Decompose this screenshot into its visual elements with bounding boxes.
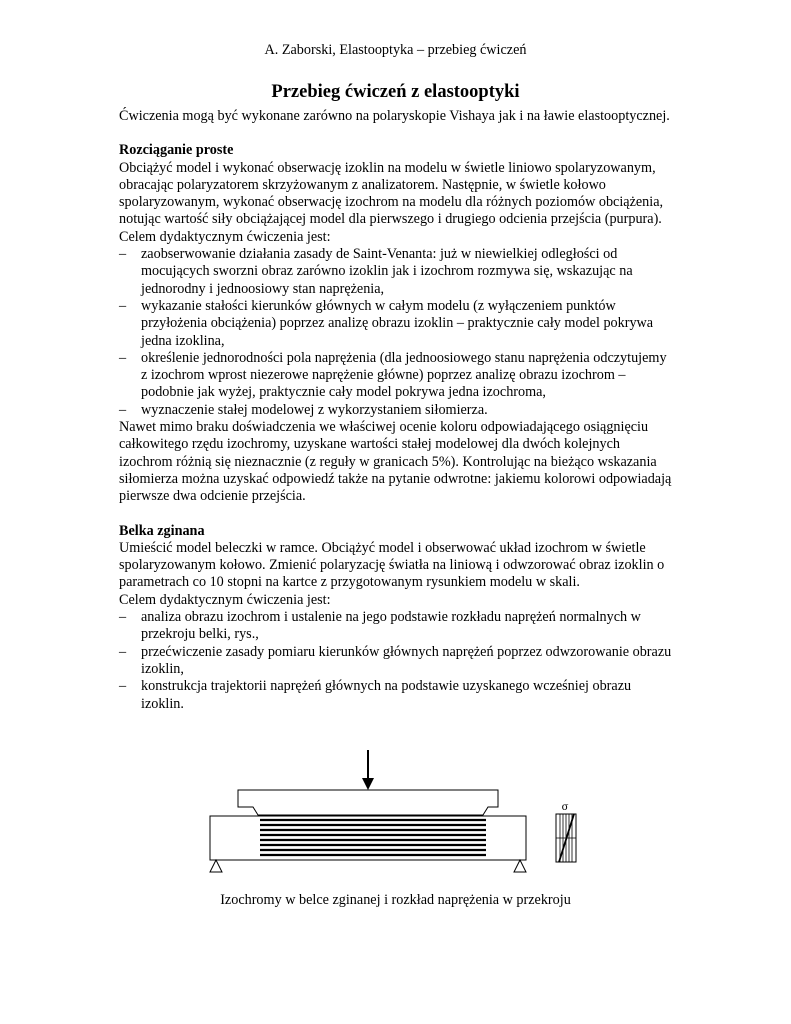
list-item: – analiza obrazu izochrom i ustalenie na jego podstawie rozkładu naprężeń normalnych w przekroju belki, rys.,: [119, 609, 674, 644]
load-arrow-icon: [362, 750, 374, 790]
list-item: – wyznaczenie stałej modelowej z wykorzystaniem siłomierza.: [119, 402, 674, 419]
list-item: – wykazanie stałości kierunków głównych w całym modelu (z wyłączeniem punktów przyłożenia obciążenia) poprzez analizę obrazu izoklin – praktycznie cały model pokrywa jedna izoklina,: [119, 298, 674, 350]
bending-goal: Celem dydaktycznym ćwiczenia jest:: [119, 591, 331, 608]
stress-distribution-diagram: [556, 802, 576, 862]
sigma-label: σ: [561, 802, 569, 813]
bending-paragraph: Umieścić model beleczki w ramce. Obciążyć model i obserwować układ izochrom w świetle spolaryzowanym kołowo. Zmienić polaryzację światła na liniową i odwzorować obraz izoklin o parametrach co 10 stopni na kartce z przygotowanym rysunkiem modelu w skali.: [119, 539, 665, 591]
list-item: – konstrukcja trajektorii naprężeń głównych na podstawie uzyskanego wcześniej obrazu izoklin.: [119, 678, 674, 713]
left-support-icon: [210, 860, 222, 872]
list-item: – zaobserwowanie działania zasady de Saint-Venanta: już w niewielkiej odległości od mocujących sworzni obraz zarówno izoklin jak i izochrom rozmywa się, wskazując na jednorodny i jednoosiowy stan naprężenia,: [119, 246, 674, 298]
tension-closing-paragraph: Nawet mimo braku doświadczenia we właściwej ocenie koloru odpowiadającego osiągnięciu całkowitego rzędu izochromy, uzyskane wartości stałej modelowej dla dwóch kolejnych izochrom różnią się nieznacznie (z reguły w granicach 5%). Kontrolując na bieżąco wskazania siłomierza można uzyskać odpowiedź także na pytanie odwrotne: jakiemu kolorowi odpowiadają pierwsze dwa odcienie przejścia.: [119, 419, 672, 505]
list-item: – określenie jednorodności pola naprężenia (dla jednoosiowego stanu naprężenia odczytujemy z izochrom wprost niezerowe naprężenie główne) poprzez analizę obrazu izochrom – podobnie jak wyżej, praktycznie cały model pokrywa jedna izochroma,: [119, 350, 674, 402]
right-support-icon: [514, 860, 526, 872]
tension-goal-list: [119, 246, 674, 419]
figure-caption: Izochromy w belce zginanej i rozkład naprężenia w przekroju: [220, 892, 571, 908]
list-item: – przećwiczenie zasady pomiaru kierunków głównych naprężeń poprzez odwzorowanie obrazu izoklin,: [119, 644, 674, 679]
page-title: Przebieg ćwiczeń z elastooptyki: [271, 82, 520, 102]
running-header: A. Zaborski, Elastooptyka – przebieg ćwiczeń: [264, 42, 527, 58]
intro-paragraph: Ćwiczenia mogą być wykonane zarówno na polaryskopie Vishaya jak i na ławie elastooptycznej.: [119, 108, 670, 124]
tension-goal: Celem dydaktycznym ćwiczenia jest:: [119, 228, 331, 245]
beam-isochromatics-figure: [200, 750, 600, 880]
document-body: [119, 108, 674, 713]
section-heading-bending: Belka zginana: [119, 522, 205, 539]
bending-goal-list: [119, 609, 674, 713]
tension-paragraph: Obciążyć model i wykonać obserwację izoklin na modelu w świetle liniowo spolaryzowanym, obracając polaryzatorem skrzyżowanym z analizatorem. Następnie, w świetle kołowo spolaryzowanym, wykonać obserwację izochrom na modelu dla różnych poziomów obciążenia, notując wartość siły obciążającej model dla pierwszego i drugiego odcienia przejścia (purpura).: [119, 159, 664, 228]
loading-plate: [238, 790, 498, 815]
beam-body: [210, 816, 526, 860]
section-heading-tension: Rozciąganie proste: [119, 142, 234, 159]
